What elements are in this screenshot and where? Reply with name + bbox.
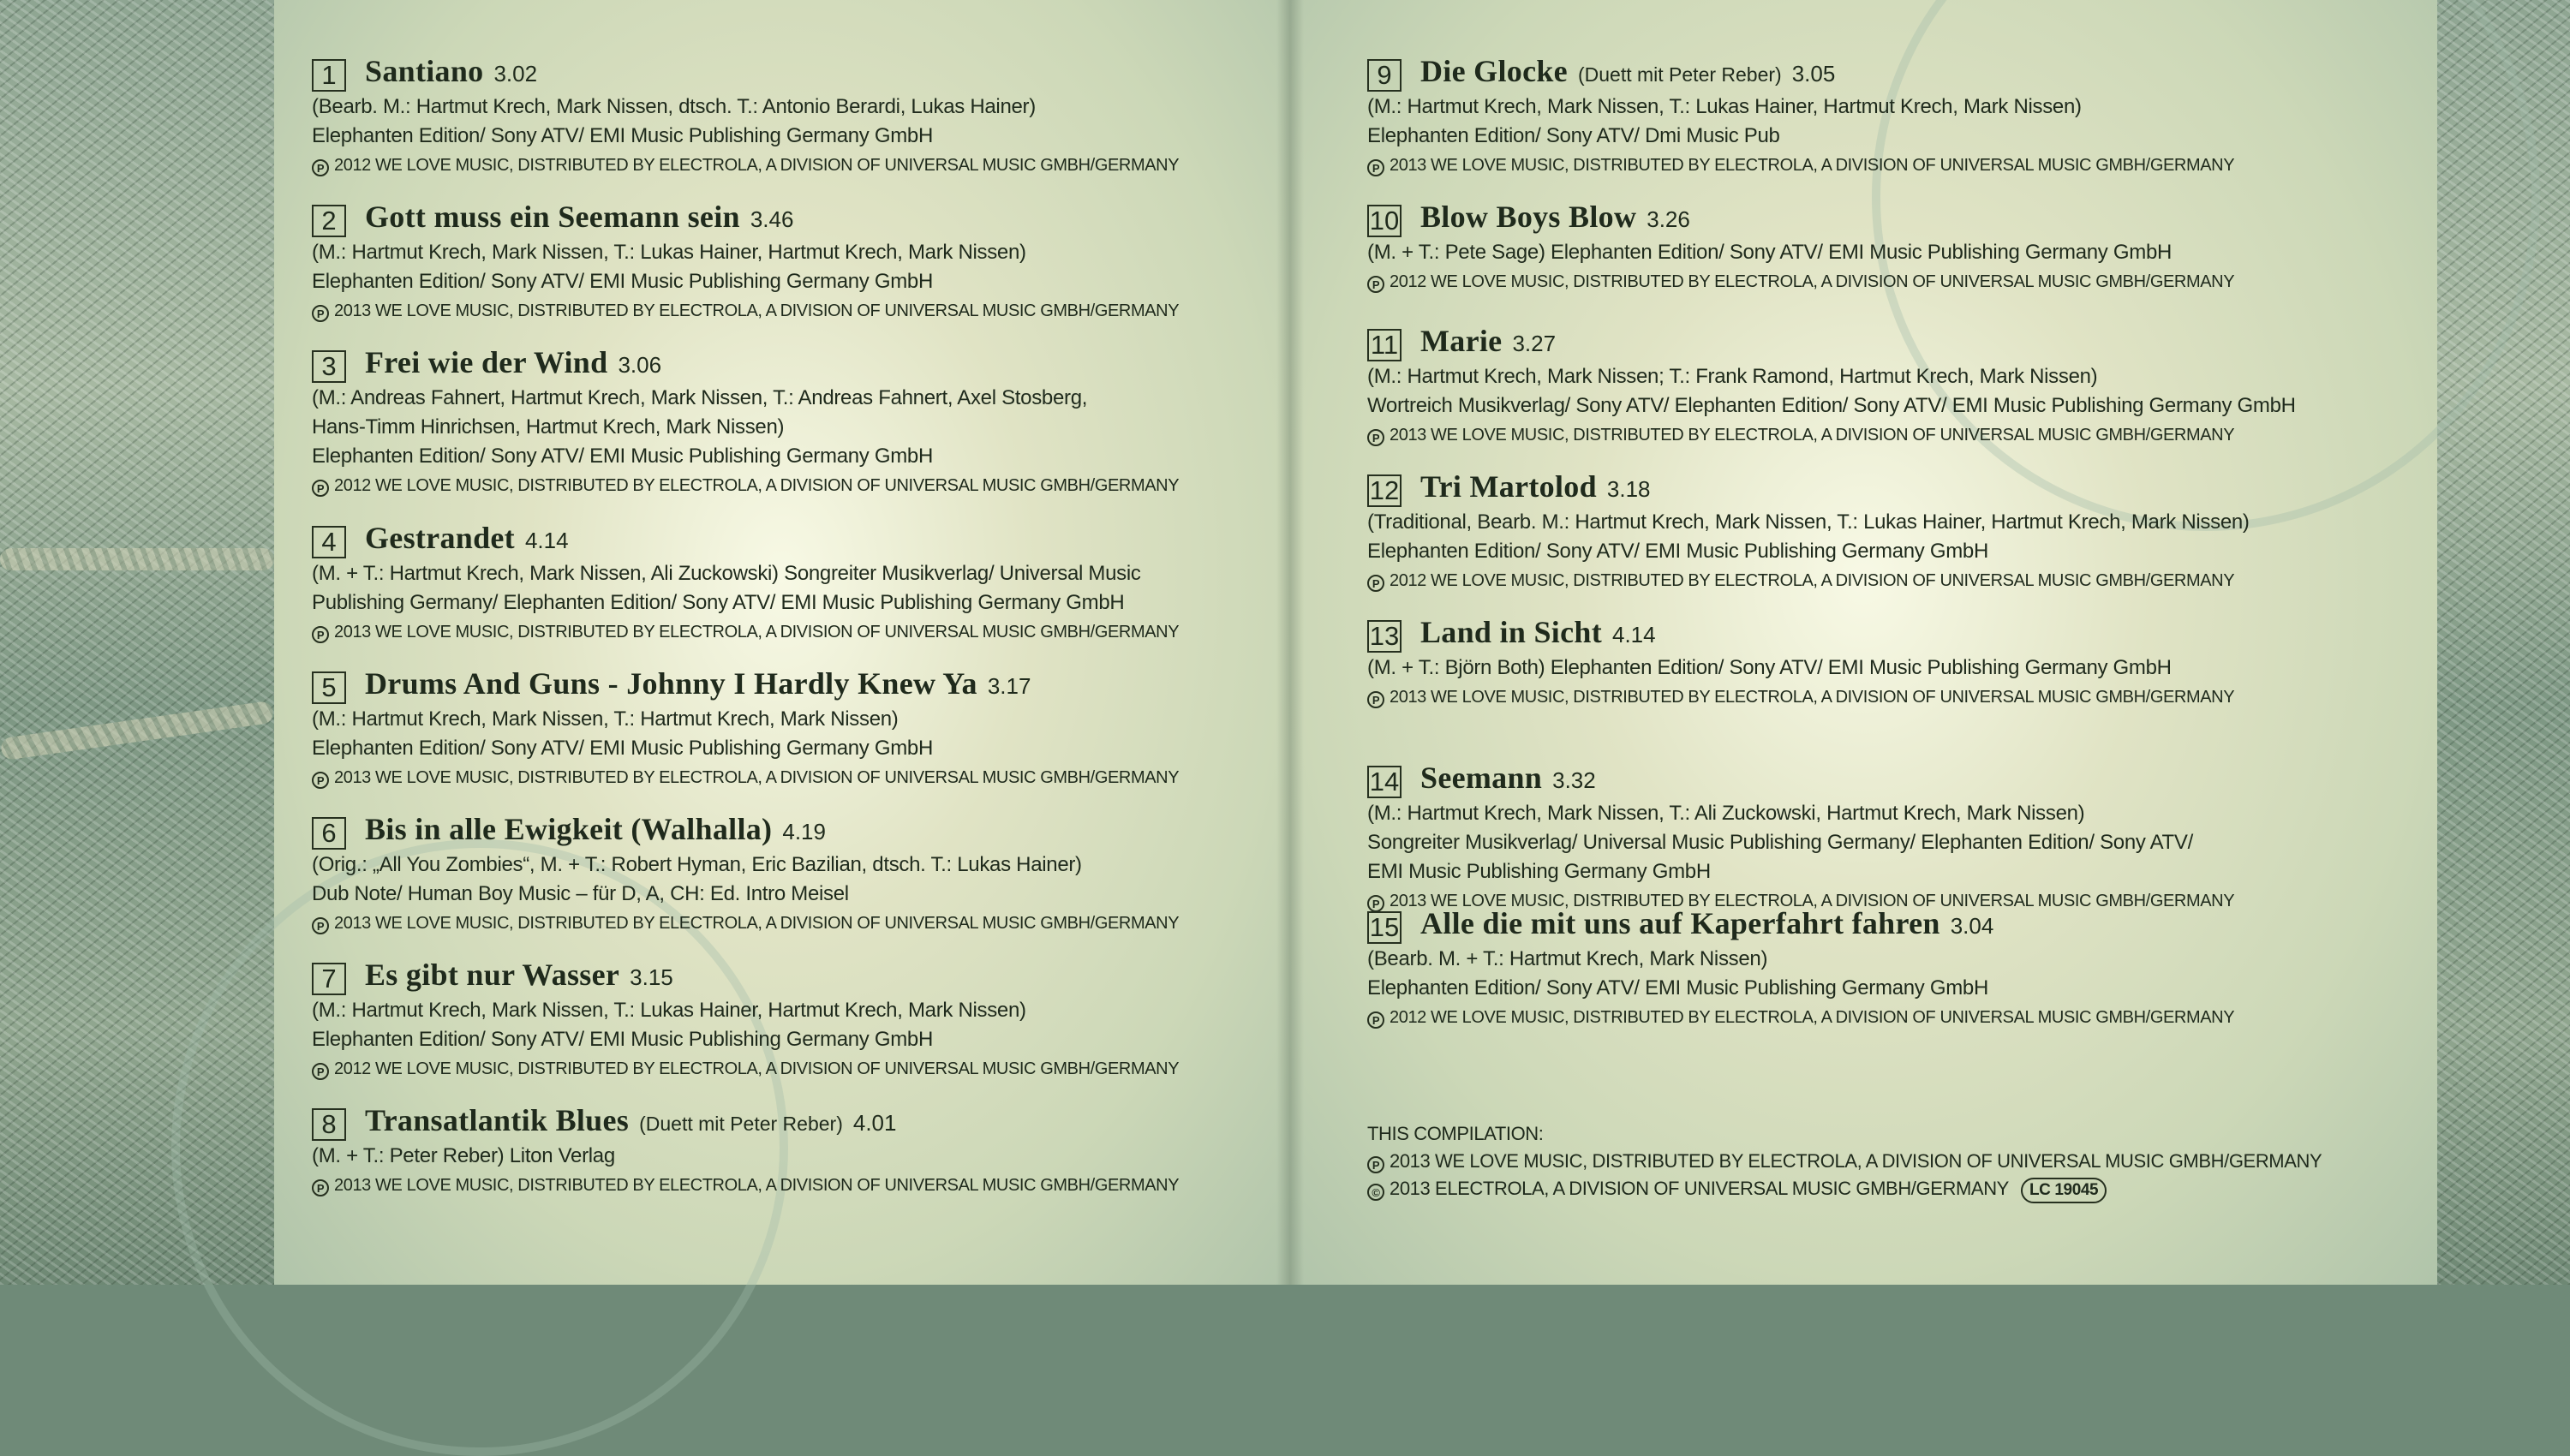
track-copyright-line: P 2013 WE LOVE MUSIC, DISTRIBUTED BY ELECTROLA, A DIVISION OF UNIVERSAL MUSIC GMBH/GERMANY bbox=[1367, 151, 2378, 180]
track-title: Land in Sicht bbox=[1420, 615, 1602, 649]
phonogram-icon: P bbox=[312, 772, 329, 789]
track-title: Drums And Guns - Johnny I Hardly Knew Ya bbox=[365, 666, 977, 701]
track-credit-line: (M.: Hartmut Krech, Mark Nissen, T.: Ali Zuckowski, Hartmut Krech, Mark Nissen) bbox=[1367, 802, 2085, 825]
track-number: 15 bbox=[1367, 911, 1402, 944]
track-number: 9 bbox=[1367, 59, 1402, 92]
track-credit-line: (Orig.: „All You Zombies“, M. + T.: Robert Hyman, Eric Bazilian, dtsch. T.: Lukas Hainer) bbox=[312, 853, 1082, 876]
track-entry bbox=[312, 665, 1323, 792]
track-entry bbox=[1367, 199, 2378, 296]
track-duration: 3.26 bbox=[1647, 206, 1690, 232]
track-number: 8 bbox=[312, 1108, 346, 1141]
track-credit-line: Wortreich Musikverlag/ Sony ATV/ Elephanten Edition/ Sony ATV/ EMI Music Publishing Germany GmbH bbox=[1367, 394, 2296, 417]
copyright-icon: © bbox=[1367, 1184, 1384, 1201]
track-entry bbox=[1367, 468, 2378, 595]
phonogram-icon: P bbox=[312, 1063, 329, 1080]
phonogram-icon: P bbox=[1367, 1156, 1384, 1173]
track-title-row bbox=[1367, 905, 2378, 945]
track-copyright-line: P 2012 WE LOVE MUSIC, DISTRIBUTED BY ELECTROLA, A DIVISION OF UNIVERSAL MUSIC GMBH/GERMANY bbox=[312, 1054, 1323, 1083]
track-title: Bis in alle Ewigkeit (Walhalla) bbox=[365, 812, 773, 846]
track-title-row bbox=[312, 957, 1323, 996]
track-duration: 4.01 bbox=[852, 1110, 897, 1136]
track-number: 10 bbox=[1367, 205, 1402, 237]
track-number: 4 bbox=[312, 526, 346, 558]
track-duration: 3.04 bbox=[1950, 913, 1994, 939]
phonogram-icon: P bbox=[1367, 276, 1384, 293]
track-credit-line: Elephanten Edition/ Sony ATV/ Dmi Music Pub bbox=[1367, 124, 1780, 147]
track-duration: 4.14 bbox=[1612, 622, 1656, 647]
track-title-row bbox=[1367, 760, 2378, 799]
track-copyright-line: P 2013 WE LOVE MUSIC, DISTRIBUTED BY ELECTROLA, A DIVISION OF UNIVERSAL MUSIC GMBH/GERMANY bbox=[1367, 683, 2378, 712]
rope bbox=[0, 701, 274, 761]
track-number: 2 bbox=[312, 205, 346, 237]
track-entry bbox=[1367, 53, 2378, 180]
track-entry bbox=[1367, 905, 2378, 1032]
phonogram-icon: P bbox=[1367, 691, 1384, 708]
track-duration: 3.18 bbox=[1606, 476, 1651, 502]
track-credit-line: Elephanten Edition/ Sony ATV/ EMI Music Publishing Germany GmbH bbox=[312, 1028, 933, 1051]
track-copyright-line: P 2012 WE LOVE MUSIC, DISTRIBUTED BY ELECTROLA, A DIVISION OF UNIVERSAL MUSIC GMBH/GERMANY bbox=[1367, 566, 2378, 595]
track-credit-line: (M.: Hartmut Krech, Mark Nissen, T.: Hartmut Krech, Mark Nissen) bbox=[312, 707, 899, 731]
phonogram-icon: P bbox=[1367, 1011, 1384, 1029]
track-copyright-line: P 2013 WE LOVE MUSIC, DISTRIBUTED BY ELECTROLA, A DIVISION OF UNIVERSAL MUSIC GMBH/GERMANY bbox=[312, 763, 1323, 792]
track-title-row bbox=[312, 344, 1323, 384]
track-credit-line: (M.: Andreas Fahnert, Hartmut Krech, Mark Nissen, T.: Andreas Fahnert, Axel Stosberg, bbox=[312, 386, 1088, 409]
track-title-row bbox=[1367, 199, 2378, 238]
track-title: Marie bbox=[1420, 324, 1503, 358]
phonogram-icon: P bbox=[1367, 429, 1384, 446]
phonogram-icon: P bbox=[312, 626, 329, 643]
track-duration: 4.14 bbox=[524, 528, 569, 553]
track-title: Die Glocke bbox=[1420, 54, 1568, 88]
phonogram-icon: P bbox=[312, 159, 329, 176]
track-credit-line: EMI Music Publishing Germany GmbH bbox=[1367, 860, 1711, 883]
track-duration: 4.19 bbox=[782, 819, 826, 844]
track-credit-line: Publishing Germany/ Elephanten Edition/ Sony ATV/ EMI Music Publishing Germany GmbH bbox=[312, 591, 1125, 614]
track-title-row bbox=[1367, 323, 2378, 362]
track-copyright-line: P 2013 WE LOVE MUSIC, DISTRIBUTED BY ELECTROLA, A DIVISION OF UNIVERSAL MUSIC GMBH/GERMANY bbox=[312, 618, 1323, 647]
compilation-notice bbox=[1367, 1120, 2322, 1203]
track-credit-line: (M. + T.: Hartmut Krech, Mark Nissen, Ali Zuckowski) Songreiter Musikverlag/ Universal Music bbox=[312, 562, 1141, 585]
track-number: 3 bbox=[312, 350, 346, 383]
track-number: 12 bbox=[1367, 474, 1402, 507]
track-title-row bbox=[312, 199, 1323, 238]
track-credit-line: (M.: Hartmut Krech, Mark Nissen, T.: Lukas Hainer, Hartmut Krech, Mark Nissen) bbox=[1367, 95, 2082, 118]
track-duration: 3.15 bbox=[630, 964, 673, 990]
track-number: 11 bbox=[1367, 329, 1402, 361]
track-credit-line: Elephanten Edition/ Sony ATV/ EMI Music Publishing Germany GmbH bbox=[312, 124, 933, 147]
track-credit-line: Elephanten Edition/ Sony ATV/ EMI Music Publishing Germany GmbH bbox=[312, 445, 933, 468]
track-duration: 3.05 bbox=[1791, 61, 1836, 87]
phonogram-icon: P bbox=[312, 480, 329, 497]
track-credit-line: (Traditional, Bearb. M.: Hartmut Krech, Mark Nissen, T.: Lukas Hainer, Hartmut Krech, Mark Nissen) bbox=[1367, 510, 2250, 534]
track-copyright-line: P 2012 WE LOVE MUSIC, DISTRIBUTED BY ELECTROLA, A DIVISION OF UNIVERSAL MUSIC GMBH/GERMANY bbox=[312, 151, 1323, 180]
track-title-row bbox=[312, 53, 1323, 92]
track-subtitle: (Duett mit Peter Reber) bbox=[1577, 63, 1782, 86]
track-copyright-line: P 2012 WE LOVE MUSIC, DISTRIBUTED BY ELECTROLA, A DIVISION OF UNIVERSAL MUSIC GMBH/GERMANY bbox=[1367, 267, 2378, 296]
track-title: Frei wie der Wind bbox=[365, 345, 608, 379]
track-entry bbox=[312, 53, 1323, 180]
track-copyright-line: P 2013 WE LOVE MUSIC, DISTRIBUTED BY ELECTROLA, A DIVISION OF UNIVERSAL MUSIC GMBH/GERMANY bbox=[312, 296, 1323, 325]
track-credit-line: (M. + T.: Pete Sage) Elephanten Edition/ Sony ATV/ EMI Music Publishing Germany GmbH bbox=[1367, 241, 2173, 264]
phonogram-icon: P bbox=[312, 305, 329, 322]
track-title-row bbox=[1367, 468, 2378, 508]
track-credit-line: (M. + T.: Björn Both) Elephanten Edition/ Sony ATV/ EMI Music Publishing Germany GmbH bbox=[1367, 656, 2172, 679]
compilation-heading: THIS COMPILATION: bbox=[1367, 1123, 1544, 1144]
track-credit-line: (M.: Hartmut Krech, Mark Nissen, T.: Lukas Hainer, Hartmut Krech, Mark Nissen) bbox=[312, 999, 1026, 1022]
track-entry bbox=[312, 811, 1323, 938]
track-credit-line: (Bearb. M. + T.: Hartmut Krech, Mark Nissen) bbox=[1367, 947, 1768, 970]
track-credit-line: (M.: Hartmut Krech, Mark Nissen; T.: Frank Ramond, Hartmut Krech, Mark Nissen) bbox=[1367, 365, 2098, 388]
track-credit-line: Dub Note/ Human Boy Music – für D, A, CH: Ed. Intro Meisel bbox=[312, 882, 849, 905]
track-title: Es gibt nur Wasser bbox=[365, 958, 620, 992]
track-number: 1 bbox=[312, 59, 346, 92]
track-title-row bbox=[312, 665, 1323, 705]
track-title-row bbox=[1367, 614, 2378, 653]
track-entry bbox=[1367, 760, 2378, 916]
track-credit-line: (M.: Hartmut Krech, Mark Nissen, T.: Lukas Hainer, Hartmut Krech, Mark Nissen) bbox=[312, 241, 1026, 264]
track-number: 14 bbox=[1367, 766, 1402, 798]
track-credit-line: Songreiter Musikverlag/ Universal Music Publishing Germany/ Elephanten Edition/ Sony ATV/ bbox=[1367, 831, 2193, 854]
track-copyright-line: P 2013 WE LOVE MUSIC, DISTRIBUTED BY ELECTROLA, A DIVISION OF UNIVERSAL MUSIC GMBH/GERMANY bbox=[312, 909, 1323, 938]
track-title: Gestrandet bbox=[365, 521, 515, 555]
track-entry bbox=[312, 344, 1323, 500]
track-copyright-line: P 2012 WE LOVE MUSIC, DISTRIBUTED BY ELECTROLA, A DIVISION OF UNIVERSAL MUSIC GMBH/GERMANY bbox=[312, 471, 1323, 500]
track-number: 5 bbox=[312, 671, 346, 704]
track-title-row bbox=[312, 1102, 1323, 1142]
track-title: Blow Boys Blow bbox=[1420, 200, 1637, 234]
phonogram-icon: P bbox=[1367, 575, 1384, 592]
track-title: Gott muss ein Seemann sein bbox=[365, 200, 740, 234]
track-title: Santiano bbox=[365, 54, 484, 88]
track-copyright-line: P 2013 WE LOVE MUSIC, DISTRIBUTED BY ELECTROLA, A DIVISION OF UNIVERSAL MUSIC GMBH/GERMANY bbox=[312, 1171, 1323, 1200]
track-subtitle: (Duett mit Peter Reber) bbox=[639, 1113, 843, 1135]
track-copyright-line: P 2013 WE LOVE MUSIC, DISTRIBUTED BY ELECTROLA, A DIVISION OF UNIVERSAL MUSIC GMBH/GERMANY bbox=[1367, 886, 2378, 916]
track-entry bbox=[312, 957, 1323, 1083]
track-title-row bbox=[1367, 53, 2378, 92]
track-duration: 3.06 bbox=[618, 352, 662, 378]
track-credit-line: Hans-Timm Hinrichsen, Hartmut Krech, Mark Nissen) bbox=[312, 415, 785, 439]
track-number: 6 bbox=[312, 817, 346, 850]
track-title: Tri Martolod bbox=[1420, 469, 1597, 504]
phonogram-icon: P bbox=[312, 917, 329, 934]
track-copyright-line: P 2012 WE LOVE MUSIC, DISTRIBUTED BY ELECTROLA, A DIVISION OF UNIVERSAL MUSIC GMBH/GERMANY bbox=[1367, 1003, 2378, 1032]
track-title-row bbox=[312, 811, 1323, 850]
track-title: Alle die mit uns auf Kaperfahrt fahren bbox=[1420, 906, 1940, 940]
track-title-row bbox=[312, 520, 1323, 559]
compilation-c-line: © 2013 ELECTROLA, A DIVISION OF UNIVERSAL MUSIC GMBH/GERMANY LC 19045 bbox=[1367, 1175, 2322, 1203]
track-title: Transatlantik Blues bbox=[365, 1103, 630, 1137]
track-duration: 3.46 bbox=[750, 206, 794, 232]
track-duration: 3.17 bbox=[987, 673, 1031, 699]
track-entry bbox=[1367, 323, 2378, 450]
rope bbox=[0, 548, 274, 570]
track-title: Seemann bbox=[1420, 761, 1543, 795]
track-credit-line: Elephanten Edition/ Sony ATV/ EMI Music Publishing Germany GmbH bbox=[1367, 976, 1988, 1000]
track-duration: 3.32 bbox=[1552, 767, 1596, 793]
phonogram-icon: P bbox=[1367, 895, 1384, 912]
phonogram-icon: P bbox=[312, 1179, 329, 1196]
compilation-p-line: P 2013 WE LOVE MUSIC, DISTRIBUTED BY ELECTROLA, A DIVISION OF UNIVERSAL MUSIC GMBH/GERMANY bbox=[1367, 1148, 2322, 1175]
track-credit-line: Elephanten Edition/ Sony ATV/ EMI Music Publishing Germany GmbH bbox=[312, 737, 933, 760]
track-copyright-line: P 2013 WE LOVE MUSIC, DISTRIBUTED BY ELECTROLA, A DIVISION OF UNIVERSAL MUSIC GMBH/GERMANY bbox=[1367, 421, 2378, 450]
track-entry bbox=[312, 1102, 1323, 1200]
track-credit-line: Elephanten Edition/ Sony ATV/ EMI Music Publishing Germany GmbH bbox=[1367, 540, 1988, 563]
track-entry bbox=[312, 199, 1323, 325]
track-credit-line: Elephanten Edition/ Sony ATV/ EMI Music Publishing Germany GmbH bbox=[312, 270, 933, 293]
track-duration: 3.27 bbox=[1512, 331, 1557, 356]
track-number: 7 bbox=[312, 963, 346, 995]
track-duration: 3.02 bbox=[493, 61, 538, 87]
track-credit-line: (Bearb. M.: Hartmut Krech, Mark Nissen, dtsch. T.: Antonio Berardi, Lukas Hainer) bbox=[312, 95, 1036, 118]
phonogram-icon: P bbox=[1367, 159, 1384, 176]
track-number: 13 bbox=[1367, 620, 1402, 653]
track-entry bbox=[1367, 614, 2378, 712]
track-entry bbox=[312, 520, 1323, 647]
track-credit-line: (M. + T.: Peter Reber) Liton Verlag bbox=[312, 1144, 615, 1167]
label-code-badge: LC 19045 bbox=[2021, 1178, 2107, 1203]
